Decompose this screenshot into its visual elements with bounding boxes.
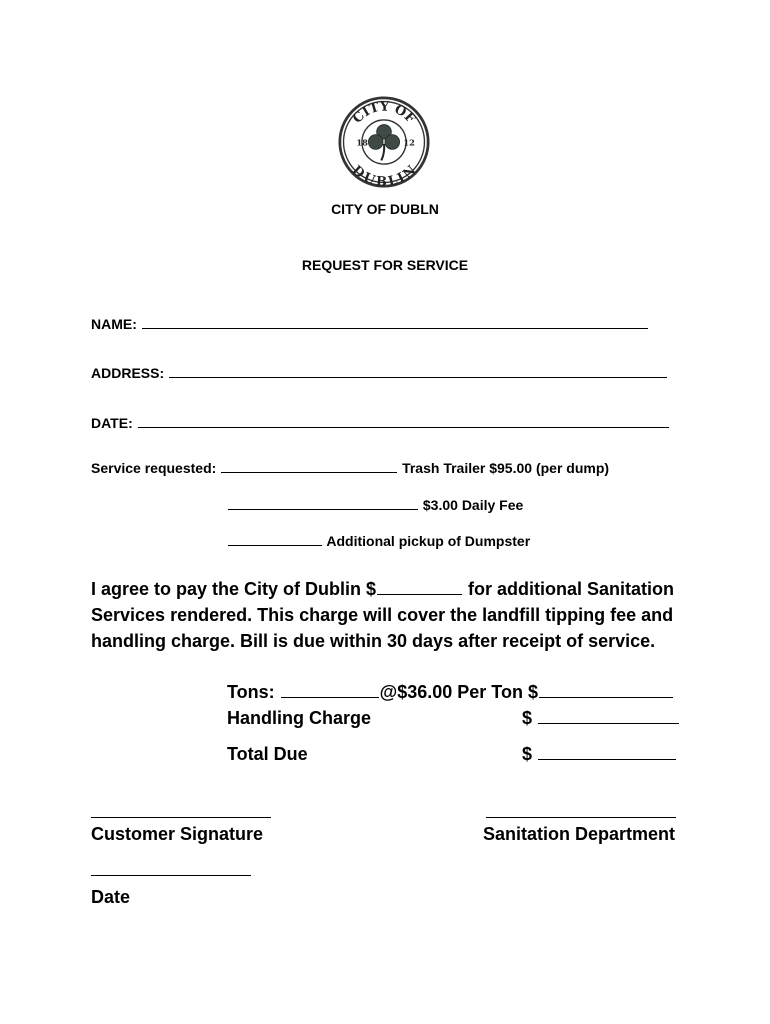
tons-blank[interactable] (281, 682, 379, 698)
service-trash-trailer-row[interactable] (91, 457, 609, 476)
total-currency: $ (522, 744, 533, 764)
service-requested-label: Service requested: (91, 460, 217, 476)
handling-amount-blank[interactable] (538, 708, 679, 724)
trash-trailer-option: Trash Trailer $95.00 (per dump) (402, 460, 610, 476)
agreement-amount-blank[interactable] (377, 578, 462, 595)
seal-top-text: CITY OF (350, 99, 418, 127)
seal-bottom-text: DUBLIN (348, 162, 420, 188)
service-dumpster-row[interactable] (227, 530, 530, 549)
agreement-paragraph (91, 576, 691, 654)
name-blank[interactable] (142, 313, 648, 329)
customer-signature-line[interactable] (91, 817, 271, 818)
total-due-blank[interactable] (538, 744, 676, 760)
agreement-text-1: I agree to pay the City of Dublin $ (91, 579, 377, 599)
city-seal-logo (338, 96, 430, 188)
dumpster-blank[interactable] (228, 530, 322, 546)
date-blank[interactable] (138, 412, 669, 428)
form-title: REQUEST FOR SERVICE (301, 257, 469, 273)
address-field[interactable] (91, 362, 668, 381)
address-blank[interactable] (169, 362, 667, 378)
service-daily-fee-row[interactable] (227, 494, 523, 513)
date-label: DATE: (91, 415, 133, 431)
seal-year-left: 18 (356, 137, 368, 148)
date-field[interactable] (91, 412, 670, 431)
tons-label: Tons: (227, 682, 275, 702)
trash-trailer-blank[interactable] (221, 457, 397, 473)
org-title: CITY OF DUBLN (331, 201, 439, 217)
seal-year-right: 12 (403, 137, 415, 148)
sanitation-department-label: Sanitation Department (483, 824, 676, 844)
signature-date-label: Date (91, 887, 131, 907)
handling-charge-label: Handling Charge (227, 708, 372, 728)
handling-currency: $ (522, 708, 533, 728)
daily-fee-blank[interactable] (228, 494, 418, 510)
sanitation-signature-line[interactable] (486, 817, 676, 818)
daily-fee-option: $3.00 Daily Fee (422, 497, 524, 513)
dumpster-option: Additional pickup of Dumpster (326, 533, 531, 549)
tons-row[interactable] (227, 682, 674, 703)
name-field[interactable] (91, 313, 649, 332)
tons-amount-blank[interactable] (539, 682, 673, 698)
customer-signature-label: Customer Signature (91, 824, 264, 844)
tons-rate: @$36.00 Per Ton $ (379, 682, 538, 702)
handling-amount[interactable] (522, 708, 680, 729)
total-due-amount[interactable] (522, 744, 677, 765)
agreement-text-2: for additional Sanitation Services rendered. This charge will cover the landfill tipping fee and handling charge. Bill is due within 30 days after receipt of service. (91, 579, 675, 651)
signature-date-line[interactable] (91, 875, 251, 876)
address-label: ADDRESS: (91, 365, 165, 381)
total-due-label: Total Due (227, 744, 308, 764)
name-label: NAME: (91, 316, 137, 332)
